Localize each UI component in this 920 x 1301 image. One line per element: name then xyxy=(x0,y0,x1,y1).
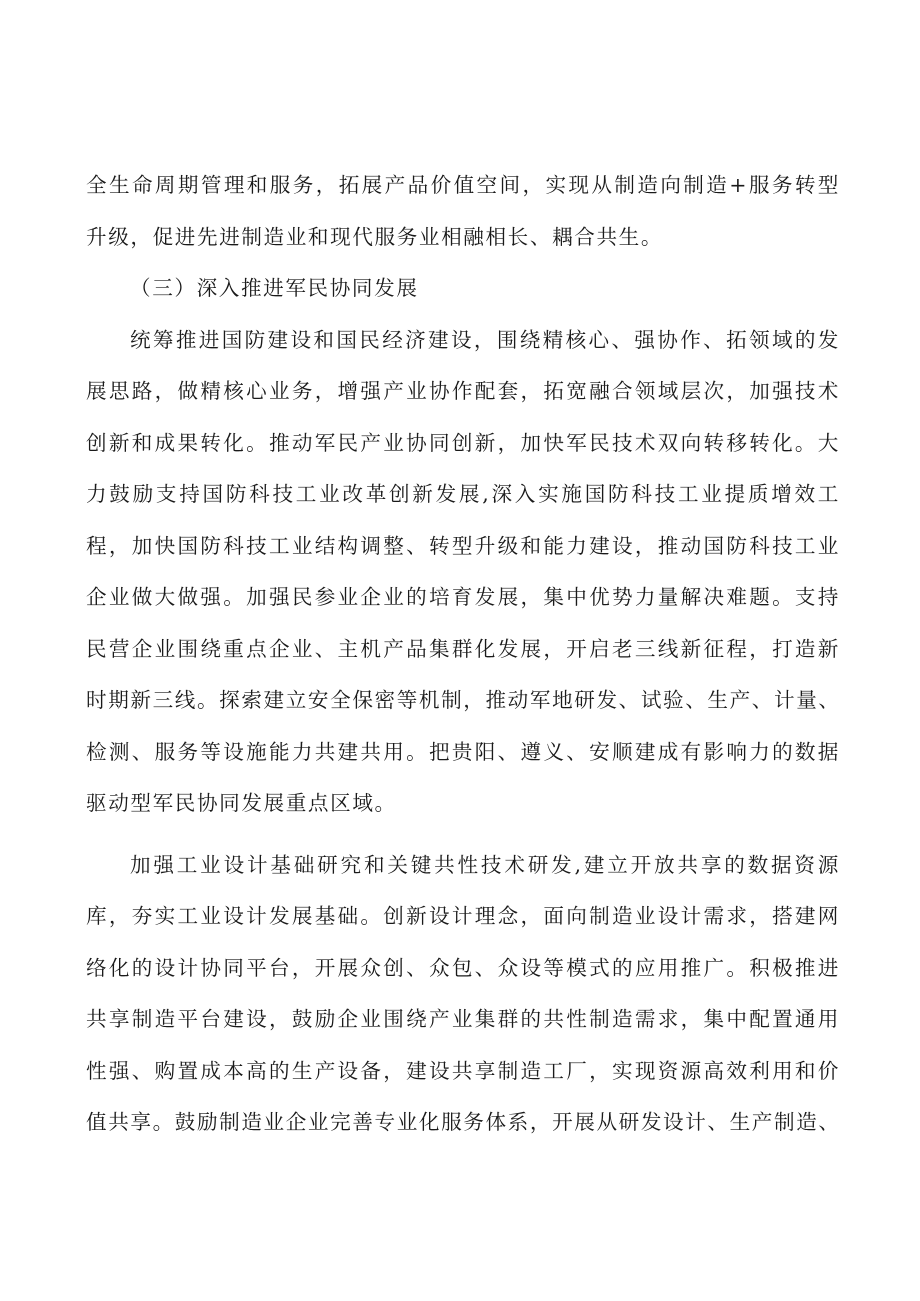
section-heading: （三）深入推进军民协同发展 xyxy=(130,276,419,300)
paragraph-line: 全生命周期管理和服务，拓展产品价值空间，实现从制造向制造+服务转型 xyxy=(86,173,840,197)
paragraph-line: 统筹推进国防建设和国民经济建设，围绕精核心、强协作、拓领域的发 xyxy=(130,327,840,352)
paragraph-line: 值共享。鼓励制造业企业完善专业化服务体系，开展从研发设计、生产制造、 xyxy=(86,1110,841,1134)
paragraph-line: 升级，促进先进制造业和现代服务业相融相长、耦合共生。 xyxy=(86,224,664,249)
paragraph-2 xyxy=(86,315,840,830)
paragraph-line: 共享制造平台建设，鼓励企业围绕产业集群的共性制造需求，集中配置通用 xyxy=(86,1007,840,1031)
paragraph-line: 检测、服务等设施能力共建共用。把贵阳、遵义、安顺建成有影响力的数据 xyxy=(86,739,840,764)
paragraph-line: 加强工业设计基础研究和关键共性技术研发,建立开放共享的数据资源 xyxy=(130,852,840,877)
paragraph-line: 展思路，做精核心业务，增强产业协作配套，拓宽融合领域层次，加强技术 xyxy=(86,379,840,403)
paragraph-line: 力鼓励支持国防科技工业改革创新发展,深入实施国防科技工业提质增效工 xyxy=(86,482,840,506)
paragraph-line: 驱动型军民协同发展重点区域。 xyxy=(86,791,397,815)
document-body xyxy=(86,160,840,1149)
paragraph-line: 性强、购置成本高的生产设备，建设共享制造工厂，实现资源高效利用和价 xyxy=(86,1058,840,1083)
paragraph-line: 库，夯实工业设计发展基础。创新设计理念，面向制造业设计需求，搭建网 xyxy=(86,904,840,928)
paragraph-line: 时期新三线。探索建立安全保密等机制，推动军地研发、试验、生产、计量、 xyxy=(86,688,841,712)
paragraph-line: 企业做大做强。加强民参业企业的培育发展，集中优势力量解决难题。支持 xyxy=(86,585,840,609)
paragraph-1 xyxy=(86,160,840,263)
paragraph-line: 创新和成果转化。推动军民产业协同创新，加快军民技术双向转移转化。大 xyxy=(86,430,840,455)
paragraph-line: 程，加快国防科技工业结构调整、转型升级和能力建设，推动国防科技工业 xyxy=(86,533,840,558)
paragraph-line: 络化的设计协同平台，开展众创、众包、众设等模式的应用推广。积极推进 xyxy=(86,955,840,980)
paragraph-3 xyxy=(86,840,840,1149)
paragraph-line: 民营企业围绕重点企业、主机产品集群化发展，开启老三线新征程，打造新 xyxy=(86,636,840,661)
